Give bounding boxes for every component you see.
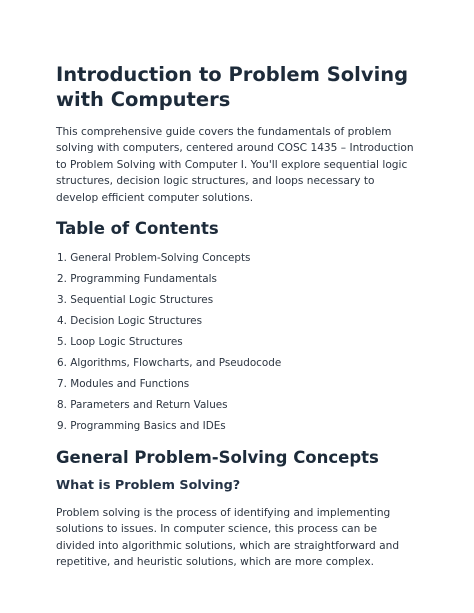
toc-item xyxy=(56,416,414,437)
toc-item-label: Sequential Logic Structures xyxy=(70,294,214,307)
toc-item-number: 4. xyxy=(57,315,67,328)
toc-item xyxy=(56,311,414,332)
toc-item-number: 9. xyxy=(57,420,67,433)
toc-item-number: 5. xyxy=(57,336,67,349)
toc-item-label: Parameters and Return Values xyxy=(70,399,228,412)
subsection-heading: What is Problem Solving? xyxy=(56,478,241,494)
toc-item xyxy=(56,374,414,395)
toc-item-label: Decision Logic Structures xyxy=(70,315,202,328)
toc-item-label: Programming Basics and IDEs xyxy=(70,420,226,433)
toc-item-number: 6. xyxy=(57,357,67,370)
toc-item xyxy=(56,332,414,353)
toc-item-label: Programming Fundamentals xyxy=(70,273,217,286)
toc-item-label: Modules and Functions xyxy=(70,378,190,391)
toc-item-number: 2. xyxy=(57,273,67,286)
toc-item-label: Algorithms, Flowcharts, and Pseudocode xyxy=(70,357,282,370)
table-of-contents xyxy=(56,248,414,437)
toc-item-number: 3. xyxy=(57,294,67,307)
toc-item xyxy=(56,395,414,416)
toc-item xyxy=(56,248,414,269)
toc-item xyxy=(56,269,414,290)
toc-heading: Table of Contents xyxy=(56,219,219,239)
document-title: Introduction to Problem Solving with Computers xyxy=(56,63,409,111)
intro-paragraph: This comprehensive guide covers the fundamentals of problem solving with computers, centered around COSC 1435 – Introduction to Problem Solving with Computer I. You'll explore sequential logic structures, decision logic structures, and loops necessary to develop efficient computer solutions. xyxy=(56,126,414,204)
toc-item-number: 8. xyxy=(57,399,67,412)
toc-item-label: General Problem-Solving Concepts xyxy=(70,252,251,265)
body-paragraph: Problem solving is the process of identifying and implementing solutions to issues. In computer science, this process can be divided into algorithmic solutions, which are straightforward and repetitive, and heuristic solutions, which are more complex. xyxy=(56,507,400,569)
toc-item xyxy=(56,353,414,374)
section-heading: General Problem-Solving Concepts xyxy=(56,448,379,468)
toc-item-label: Loop Logic Structures xyxy=(70,336,183,349)
toc-item-number: 1. xyxy=(57,252,67,265)
toc-item xyxy=(56,290,414,311)
toc-item-number: 7. xyxy=(57,378,67,391)
